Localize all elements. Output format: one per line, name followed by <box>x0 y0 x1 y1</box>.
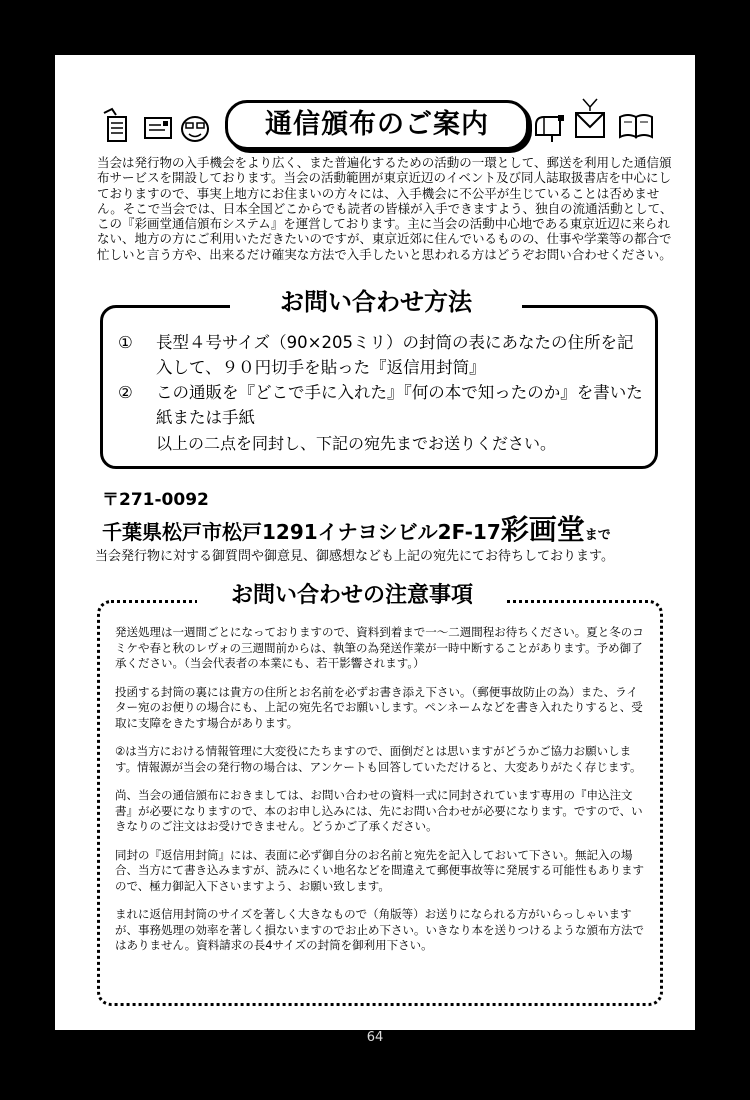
paper-icon <box>100 107 130 143</box>
cautions-title-text: お問い合わせの注意事項 <box>230 583 473 608</box>
inquiry-closing: 以上の二点を同封し、下記の宛先までお送りください。 <box>156 434 557 453</box>
envelope-icon <box>573 97 607 143</box>
caution-paragraph: ②は当方における情報管理に大変役にたちますので、面倒だとは思いますがどうかご協力お願いします。情報源が当会の発行物の場合は、アンケートも回答していただけると、大変ありがたく存じます。 <box>115 744 642 774</box>
caution-paragraph: 投函する封筒の裏には貴方の住所とお名前を必ずお書き添え下さい。（郵便事故防止の為）また、ライター宛のお便りの場合にも、上記の宛先名でお願いします。ペンネームなどを書き入れたりすると、受取に支障をきたす場合があります。 <box>115 684 643 730</box>
inquiry-title-text: お問い合わせ方法 <box>280 288 472 316</box>
step-text: この通販を『どこで手に入れた』『何の本で知ったのか』を書いた紙または手紙 <box>156 383 643 427</box>
face-icon <box>180 115 210 143</box>
contact-note: 当会発行物に対する御質問や御意見、御感想なども上記の宛先にてお待ちしております。 <box>95 549 614 564</box>
address <box>102 508 611 548</box>
address-line: 千葉県松戸市松戸1291イナヨシビル2F-17 <box>102 520 501 544</box>
page-title <box>225 100 529 150</box>
page-title-text: 通信頒布のご案内 <box>265 109 489 140</box>
page <box>55 55 695 1045</box>
caution-paragraph: 発送処理は一週間ごとになっておりますので、資料到着まで一～二週間程お待ちください。夏と冬のコミケや春と秋のレヴォの三週間前からは、執筆の為発送作業が一時中断することがあります。予め御了承ください。（当会代表者の本業にも、若干影響されます。） <box>115 625 644 670</box>
inquiry-box <box>100 305 658 469</box>
letter-icon <box>143 115 175 141</box>
page-number: 64 <box>366 1030 384 1045</box>
step-text: 長型４号サイズ（90×205ミリ）の封筒の表にあなたの住所を記入して、９０円切手を貼った『返信用封筒』 <box>156 333 634 377</box>
postal-code: 〒271-0092 <box>102 490 209 510</box>
cautions-title <box>197 578 507 614</box>
cautions-list <box>115 625 645 967</box>
caution-paragraph: まれに返信用封筒のサイズを著しく大きなもので（角版等）お送りになられる方がいらっしゃいますが、事務処理の効率を著しく損ないますのでお止め下さい。いきなり本を送りつけるような頒布方法ではありません。資料請求の長4サイズの封筒を御利用下さい。 <box>115 907 644 952</box>
book-icon <box>617 111 657 141</box>
step-number: ② <box>118 383 133 402</box>
step-number: ① <box>118 333 133 352</box>
intro-text: 当会は発行物の入手機会をより広く、また普遍化するための活動の一環として、郵送を利用した通信頒布サービスを開設しております。当会の活動範囲が東京近辺のイベント及び同人誌取扱書店を中心にしておりますので、事実上地方にお住まいの方々には、入手機会に不公平が生じていることは否めません。そこで当会では、日本全国どこからでも読者の皆様が入手できますよう、独自の流通活動として、この『彩画堂通信頒布システム』を運営しております。主に当会の活動中心地である東京近辺に来られない、地方の方にご利用いただきたいのですが、東京近郊に住んでいるものの、仕事や学業等の都合で忙しいと言う方や、出来るだけ確実な方法で入手したいと思われる方はどうぞお問い合わせください。 <box>97 155 673 262</box>
inquiry-title <box>230 285 522 319</box>
caution-paragraph: 尚、当会の通信頒布におきましては、お問い合わせの資料一式に同封されています専用の『申込注文書』が必要になりますので、本のお申し込みには、先にお問い合わせが必要になります。ですので、いきなりのご注文はお受けできません。どうかご了承ください。 <box>115 788 643 833</box>
address-suffix: まで <box>584 528 611 543</box>
mailbox-icon <box>532 113 568 143</box>
organization-name: 彩画堂 <box>500 513 585 546</box>
caution-paragraph: 同封の『返信用封筒』には、表面に必ず御自分のお名前と宛先を記入しておいて下さい。無記入の場合、当方にて書き込みますが、読みにくい地名などを間違えて郵便事故等に発展する可能性もありますので、極力御記入下さいますよう、お願い致します。 <box>115 847 644 893</box>
